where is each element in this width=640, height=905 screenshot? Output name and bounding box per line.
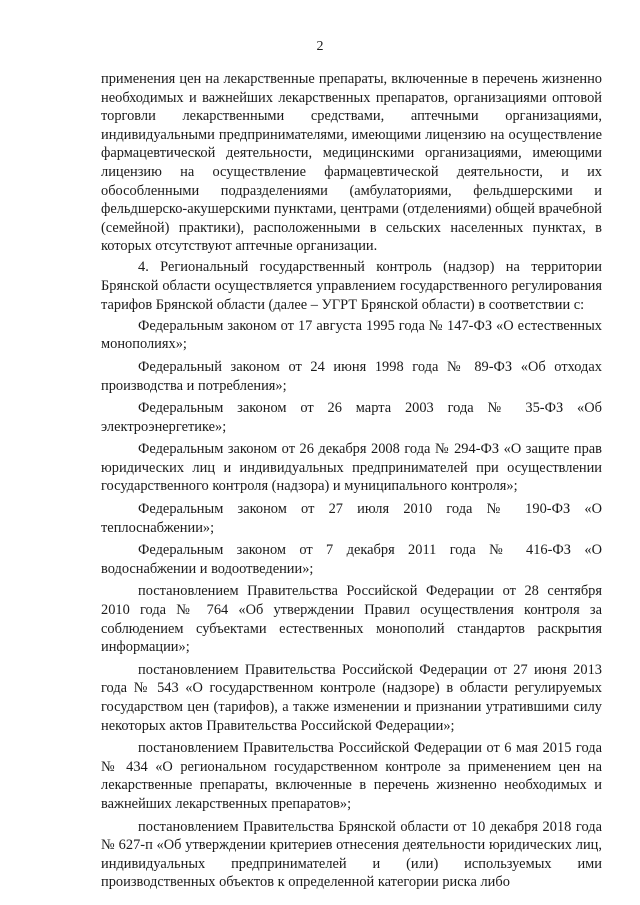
paragraph-law-147: Федеральным законом от 17 августа 1995 года № 147-ФЗ «О естественных монополиях»; [101,317,602,353]
paragraph-decree-434: постановлением Правительства Российской Федерации от 6 мая 2015 года № 434 «О региональном государственном контроле за применением цен на лекарственные препараты, включенные в перечень жизненно необходимых и важнейших лекарственных препаратов»; [101,740,602,812]
paragraph-continuation: применения цен на лекарственные препараты, включенные в перечень жизненно необходимых и важнейших лекарственных препаратов, организациями оптовой торговли лекарственными средствами, аптечными организациями, индивидуальными предпринимателями, имеющими лицензию на осуществление фармацевтической деятельности, медицинскими организациями, имеющими лицензию на осуществление фармацевтической деятельности, и их обособленными подразделениями (амбулаториями, фельдшерскими и фельдшерско-акушерскими пунктами, центрами (отделениями) общей врачебной (семейной) практики), расположенными в сельских населенных пунктах, в которых отсутствуют аптечные организации. [101,71,602,255]
paragraph-law-89: Федеральный законом от 24 июня 1998 года № 89-ФЗ «Об отходах производства и потребления»; [101,358,602,394]
paragraph-law-35: Федеральным законом от 26 марта 2003 года № 35-ФЗ «Об электроэнергетике»; [101,400,602,435]
paragraph-decree-627: постановлением Правительства Брянской области от 10 декабря 2018 года № 627-п «Об утверждении критериев отнесения деятельности юридических лиц, индивидуальных предпринимателей и (или) используемых ими производственных объектов к определенной категории риска либо [101,818,602,891]
paragraph-item-4: 4. Региональный государственный контроль (надзор) на территории Брянской области осуществляется управлением государственного регулирования тарифов Брянской области (далее – УГРТ Брянской области) в соответствии с: [101,259,602,313]
paragraph-decree-543: постановлением Правительства Российской Федерации от 27 июня 2013 года № 543 «О государственном контроле (надзоре) в области регулируемых государством цен (тарифов), а также изменении и признании утратившими силу некоторых актов Правительства Российской Федерации»; [101,661,602,734]
paragraph-decree-764: постановлением Правительства Российской Федерации от 28 сентября 2010 года № 764 «Об утверждении Правил осуществления контроля за соблюдением субъектами естественных монополий стандартов раскрытия информации»; [101,583,602,656]
paragraph-law-416: Федеральным законом от 7 декабря 2011 года № 416-ФЗ «О водоснабжении и водоотведении»; [101,542,602,577]
paragraph-law-294: Федеральным законом от 26 декабря 2008 года № 294-ФЗ «О защите прав юридических лиц и индивидуальных предпринимателей при осуществлении государственного контроля (надзора) и муниципального контроля»; [101,441,602,495]
page-number: 2 [316,39,324,54]
paragraph-law-190: Федеральным законом от 27 июля 2010 года № 190-ФЗ «О теплоснабжении»; [101,501,602,536]
document-body [101,70,602,892]
